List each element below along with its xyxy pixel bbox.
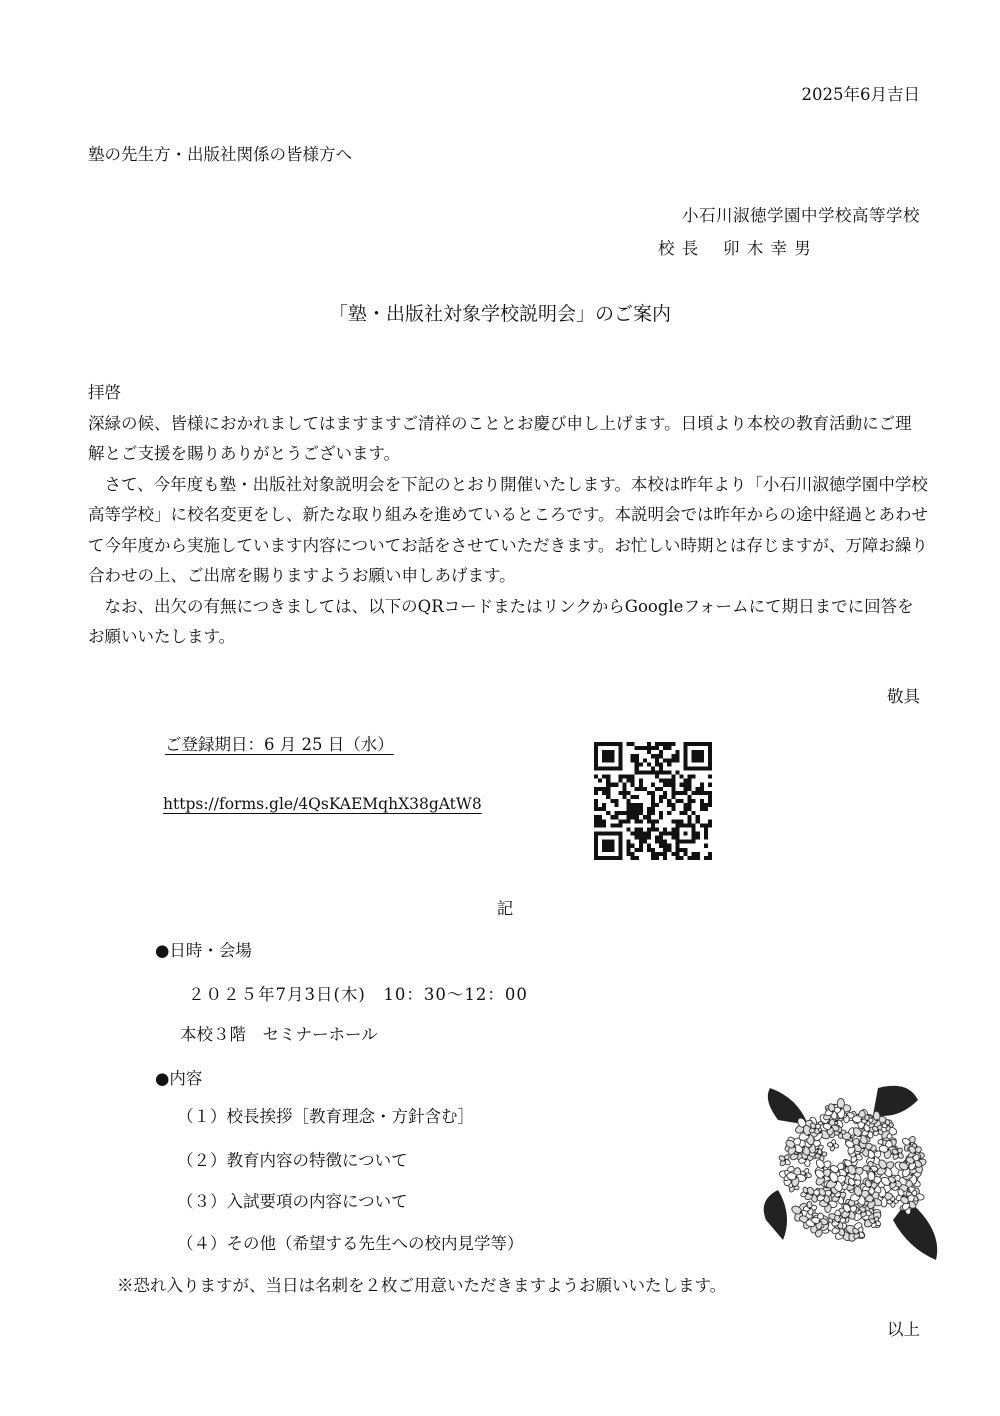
business-card-note: ※恐れ入りますが、当日は名刺を２枚ご用意いただきますようお願いいたします。 bbox=[117, 1276, 727, 1295]
content-item-1: （１）校長挨拶［教育理念・方針含む］ bbox=[177, 1107, 474, 1126]
opening-greeting: 拝啓 bbox=[88, 383, 121, 402]
qr-code-icon[interactable] bbox=[594, 742, 712, 860]
content-heading: ●内容 bbox=[155, 1069, 203, 1088]
document-date: 2025年6月吉日 bbox=[801, 85, 920, 104]
closing-word: 敬具 bbox=[887, 687, 920, 706]
event-datetime: ２０２５年7月3日(木) 10：30～12：00 bbox=[188, 985, 528, 1004]
content-item-4: （４）その他（希望する先生への校内見学等） bbox=[177, 1234, 524, 1253]
sender-school: 小石川淑徳学園中学校高等学校 bbox=[682, 206, 920, 225]
hydrangea-icon bbox=[758, 1080, 944, 1266]
sender-principal: 校 長 卯 木 幸 男 bbox=[658, 239, 812, 258]
registration-link[interactable]: https://forms.gle/4QsKAEMqhX38gAtW8 bbox=[163, 795, 482, 813]
datetime-heading: ●日時・会場 bbox=[155, 941, 252, 960]
end-mark: 以上 bbox=[887, 1320, 920, 1339]
document-title: 「塾・出版社対象学校説明会」のご案内 bbox=[328, 303, 671, 325]
content-item-3: （３）入試要項の内容について bbox=[177, 1192, 408, 1211]
ki-heading: 記 bbox=[496, 899, 514, 918]
event-venue: 本校３階 セミナーホール bbox=[180, 1025, 378, 1044]
paragraph-2: さて、今年度も塾・出版社対象説明会を下記のとおり開催いたします。本校は昨年より「小石川淑徳学園中学校高等学校」に校名変更をし、新たな取り組みを進めているところです。本説明会では昨年からの途中経過とあわせて今年度から実施しています内容についてお話をさせていただきます。お忙しい時期とは存じますが、万障お繰り合わせの上、ご出席を賜りますようお願い申しあげます。 bbox=[88, 474, 929, 585]
paragraph-1: 深緑の候、皆様におかれましてはますますご清祥のこととお慶び申し上げます。日頃より本校の教育活動にご理解とご支援を賜りありがとうございます。 bbox=[88, 413, 912, 463]
registration-deadline: ご登録期日：6 月 25 日（水） bbox=[165, 735, 394, 754]
addressee: 塾の先生方・出版社関係の皆様方へ bbox=[88, 145, 352, 164]
letter-body bbox=[88, 378, 928, 653]
content-item-2: （２）教育内容の特徴について bbox=[177, 1151, 408, 1170]
paragraph-3: なお、出欠の有無につきましては、以下のQRコードまたはリンクからGoogleフォームにて期日までに回答をお願いいたします。 bbox=[88, 596, 914, 646]
